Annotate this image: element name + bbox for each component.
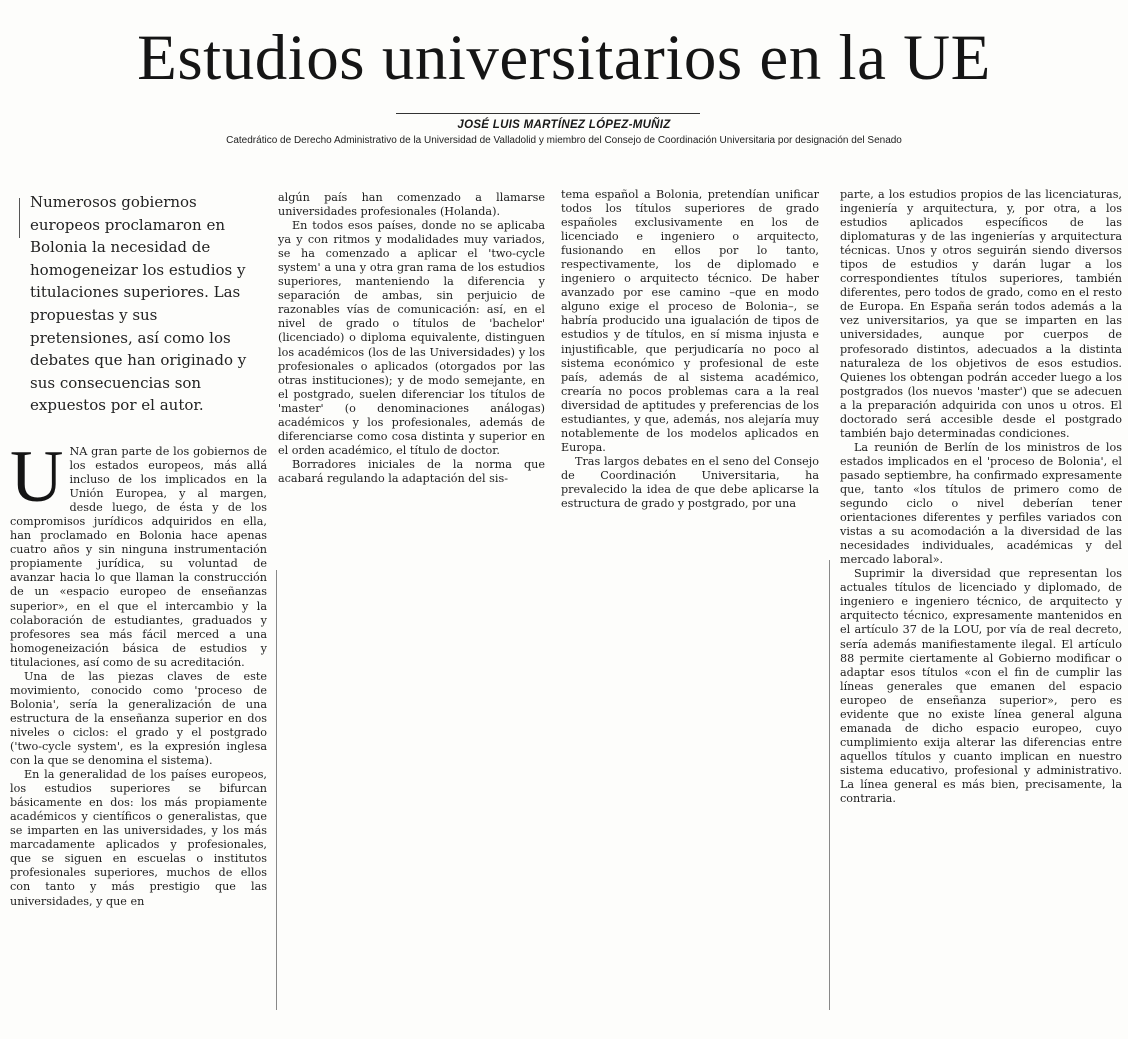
author-name: JOSÉ LUIS MARTÍNEZ LÓPEZ-MUÑIZ: [457, 119, 671, 131]
paragraph-2: Una de las piezas claves de este movimiento, conocido como 'proceso de Bolonia', sería la generalización de una estructura de la enseñanza superior en dos niveles o ciclos: el grado y el postgrado ('two-cycle system', es la expresión inglesa con la que se denomina el sistema).: [10, 669, 267, 768]
paragraph-1: NA gran parte de los gobiernos de los estados europeos, más allá incluso de los implicados en la Unión Europea, y al margen, desde luego, de ésta y de los compromisos jurídicos adquiridos en ella, han proclamado en Bolonia hace apenas cuatro años y sin ninguna instrumentación propiamente jurídica, su voluntad de avanzar hacia lo que llaman la construcción de un «espacio europeo de enseñanzas superior», en el que el intercambio y la colaboración de estudiantes, graduados y profesores sea más fácil merced a una homogeneización básica de estudios y titulaciones, así como de su acreditación.: [10, 445, 267, 669]
paragraph-6: Tras largos debates en el seno del Consejo de Coordinación Universitaria, ha prevalecido la idea de que debe aplicarse la estructura de grado y postgrado, por una: [561, 454, 819, 511]
column-1: [10, 436, 267, 909]
author-affiliation: Catedrático de Derecho Administrativo de la Universidad de Valladolid y miembro del Consejo de Coordinación Universitaria por designación del Senado: [226, 135, 902, 146]
paragraph-8: Suprimir la diversidad que representan los actuales títulos de licenciado y diplomado, de ingeniero e ingeniero técnico, de arquitecto y arquitecto técnico, expresamente mantenidos en el artículo 37 de la LOU, por vía de real decreto, sería además manifiestamente ilegal. El artículo 88 permite ciertamente al Gobierno modificar o adaptar esos títulos «con el fin de cumplir las líneas generales que emanen del espacio europeo de enseñanza superior», pero es evidente que no existe línea general alguna emanada de dicho espacio europeo, cuyo cumplimiento exija alterar las diferencias entre aquellos títulos y cuanto implican en nuestro sistema educativo, profesional y administrativo. La línea general es más bien, precisamente, la contraria.: [840, 567, 1122, 806]
paragraph-3: En la generalidad de los países europeos, los estudios superiores se bifurcan básicamente en dos: los más propiamente académicos y científicos o generalistas, que se imparten en las universidades, y los más marcadamente aplicados y profesionales, que se siguen en escuelas o institutos profesionales superiores, muchos de ellos con tanto y más prestigio que las universidades, y que en: [10, 768, 267, 908]
headline: Estudios universitarios en la UE: [137, 22, 991, 94]
paragraph-3-cont: algún país han comenzado a llamarse universidades profesionales (Holanda).: [278, 191, 545, 219]
paragraph-7: La reunión de Berlín de los ministros de los estados implicados en el 'proceso de Bolonia', el pasado septiembre, ha confirmado expresamente que, tanto «los títulos de primero como de segundo ciclo o nivel deberían tener orientaciones diferentes y perfiles variados con vistas a su acomodación a la diversidad de las necesidades individuales, académicas y del mercado laboral».: [840, 440, 1122, 567]
paragraph-5: Borradores iniciales de la norma que acabará regulando la adaptación del sis-: [278, 457, 545, 485]
column-3: [561, 188, 819, 511]
drop-cap: U: [10, 436, 64, 518]
column-divider: [829, 560, 830, 1010]
paragraph-6-cont: parte, a los estudios propios de las licenciaturas, ingeniería y arquitectura, y, por otra, a los estudios aplicados específicos de las diplomaturas y de las ingenierías y arquitectura técnicas. Unos y otros seguirán siendo diversos tipos de estudios y darán lugar a los correspondientes títulos superiores, también diferentes, pero todos de grado, como en el resto de Europa. En España serán todos además a la vez universitarios, ya que se imparten en las universidades, aunque por cuerpos de profesorado distintos, adecuados a la distinta naturaleza de los objetivos de esos estudios. Quienes los obtengan podrán acceder luego a los postgrados (los nuevos 'master') que se adecuen a la preparación adquirida con unos u otros. El doctorado será accesible desde el postgrado también bajo determinadas condiciones.: [840, 188, 1122, 440]
column-divider: [276, 570, 277, 1010]
paragraph-5-cont: tema español a Bolonia, pretendían unificar todos los títulos superiores de grado españoles exclusivamente en los de licenciado e ingeniero o arquitecto, fusionando en ellos por lo tanto, respectivamente, los de diplomado e ingeniero o arquitecto técnico. De haber avanzado por ese camino –que en modo alguno exige el proceso de Bolonia–, se habría producido una igualación de tipos de estudios y de títulos, en sí misma injusta e injustificable, que perjudicaría no poco al sistema económico y profesional de este país, además de al sistema académico, crearía no pocos problemas cara a la real diversidad de aptitudes y preferencias de los estudiantes, y que, además, nos alejaría muy notablemente de los modelos aplicados en Europa.: [561, 188, 819, 454]
title-rule: [396, 113, 700, 114]
lead-bar: [19, 198, 20, 238]
column-4: [840, 188, 1122, 806]
paragraph-4: En todos esos países, donde no se aplicaba ya y con ritmos y modalidades muy variados, se ha comenzado a aplicar el 'two-cycle system' a una y otra gran rama de los estudios superiores, manteniendo la diferencia y separación de ambas, sin perjuicio de razonables vías de comunicación: así, en el nivel de grado o títulos de 'bachelor' (licenciado) o diploma equivalente, distinguen los académicos (los de las Universidades) y los profesionales o aplicados (otorgados por las otras instituciones); y de modo semejante, en el postgrado, suelen diferenciar los títulos de 'master' (o denominaciones análogas) académicos y los profesionales, además de diferenciarse como cosa distinta y superior en el orden académico, el título de doctor.: [278, 219, 545, 457]
lead-paragraph: Numerosos gobiernos europeos proclamaron en Bolonia la necesidad de homogeneizar los estudios y titulaciones superiores. Las propuestas y sus pretensiones, así como los debates que han originado y sus consecuencias son expuestos por el autor.: [30, 193, 247, 415]
column-2: [278, 191, 545, 486]
